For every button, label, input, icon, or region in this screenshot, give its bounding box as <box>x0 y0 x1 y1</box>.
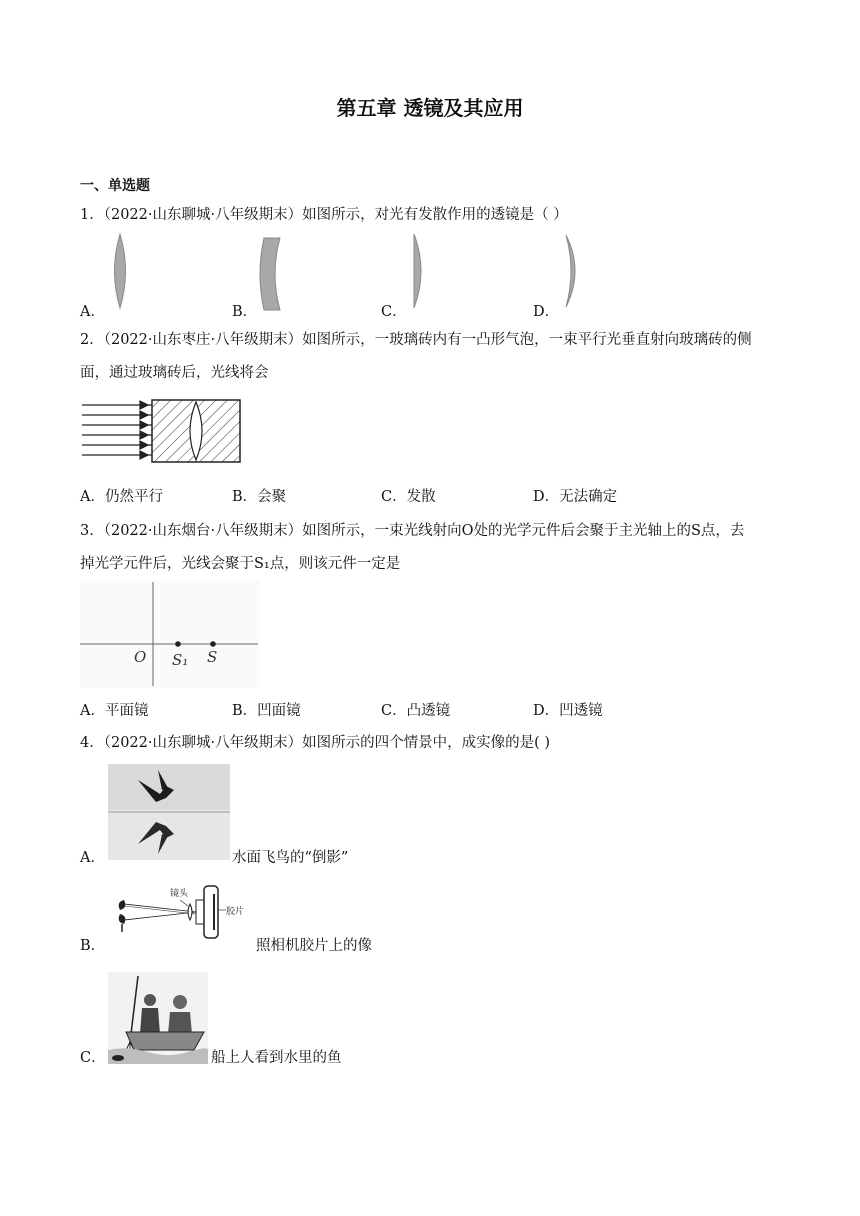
s1-point <box>175 641 181 647</box>
q1-option-d[interactable]: D． <box>533 304 560 320</box>
q2-option-c[interactable]: C．发散 <box>381 489 436 505</box>
film-label: 胶片 <box>226 907 245 917</box>
question-3-stem-line2: 掉光学元件后，光线会聚于S₁点，则该元件一定是 <box>80 556 401 572</box>
glass-brick-figure <box>82 398 246 466</box>
q4-option-b-letter[interactable]: B． <box>80 938 106 954</box>
question-3-stem-line1: 3．（2022·山东烟台·八年级期末）如图所示，一束光线射向O处的光学元件后会聚于主光轴上的S点，去 <box>80 523 745 539</box>
q3-option-a[interactable]: A．平面镜 <box>80 703 149 719</box>
lens-label: 镜头 <box>170 889 189 899</box>
q3-option-c[interactable]: C．凸透镜 <box>381 703 451 719</box>
q4-option-c-text: 船上人看到水里的鱼 <box>211 1050 342 1066</box>
q3-option-b[interactable]: B．凹面镜 <box>232 703 301 719</box>
meniscus-lens-figure-d <box>562 233 586 309</box>
q4-option-a-letter[interactable]: A． <box>80 850 105 866</box>
q1-option-b[interactable]: B． <box>232 304 258 320</box>
question-2-stem-line1: 2．（2022·山东枣庄·八年级期末）如图所示，一玻璃砖内有一凸形气泡，一束平行光垂直射向玻璃砖的侧 <box>80 332 752 348</box>
q1-option-a[interactable]: A． <box>80 304 105 320</box>
camera-diagram <box>112 880 254 944</box>
q2-option-a[interactable]: A．仍然平行 <box>80 489 163 505</box>
s-label: S <box>207 648 218 666</box>
convex-lens-figure-a <box>108 232 132 310</box>
optical-axis-figure <box>80 580 260 688</box>
question-2-stem-line2: 面，通过玻璃砖后，光线将会 <box>80 365 269 381</box>
q1-option-c[interactable]: C． <box>381 304 407 320</box>
question-1-stem: 1．（2022·山东聊城·八年级期末）如图所示，对光有发散作用的透镜是（ ） <box>80 207 568 223</box>
q4-option-a-text: 水面飞鸟的“倒影” <box>232 850 349 866</box>
q2-option-b[interactable]: B．会聚 <box>232 489 287 505</box>
q3-option-d[interactable]: D．凹透镜 <box>533 703 603 719</box>
q2-option-d[interactable]: D．无法确定 <box>533 489 618 505</box>
fisherman-boat-picture <box>108 972 208 1064</box>
s-point <box>210 641 216 647</box>
q4-option-c-letter[interactable]: C． <box>80 1050 106 1066</box>
question-4-stem: 4．（2022·山东聊城·八年级期末）如图所示的四个情景中，成实像的是( ) <box>80 735 551 751</box>
q4-option-b-text: 照相机胶片上的像 <box>256 938 372 954</box>
plano-convex-lens-figure-c <box>408 232 428 310</box>
concave-lens-figure-b <box>258 236 284 312</box>
section-heading: 一、单选题 <box>80 178 150 194</box>
s1-label: S₁ <box>172 651 189 669</box>
bird-reflection-photo <box>108 764 230 860</box>
origin-label: O <box>134 648 147 666</box>
page-title: 第五章 透镜及其应用 <box>336 96 524 120</box>
